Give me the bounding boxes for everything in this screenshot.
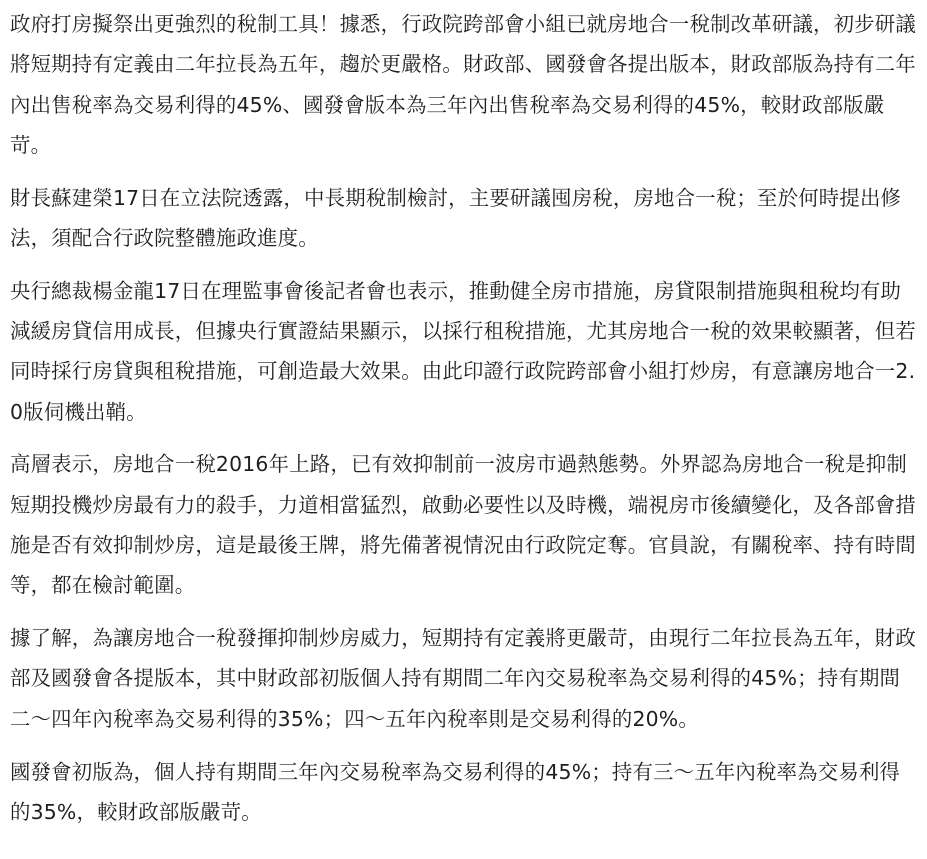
paragraph-6: 國發會初版為，個人持有期間三年內交易稅率為交易利得的45%；持有三～五年內稅率為交易利得的35%，較財政部版嚴苛。	[10, 759, 901, 824]
paragraph-3: 央行總裁楊金龍17日在理監事會後記者會也表示，推動健全房市措施，房貸限制措施與租稅均有助減緩房貸信用成長，但據央行實證結果顯示，以採行租稅措施，尤其房地合一稅的效果較顯著，但若同時採行房貸與租稅措施，可創造最大效果。由此印證行政院跨部會小組打炒房，有意讓房地合一2.0版伺機出鞘。	[10, 278, 916, 424]
paragraph-1: 政府打房擬祭出更強烈的稅制工具！據悉，行政院跨部會小組已就房地合一稅制改革研議，初步研議將短期持有定義由二年拉長為五年，趨於更嚴格。財政部、國發會各提出版本，財政部版為持有二年內出售稅率為交易利得的45%、國發會版本為三年內出售稅率為交易利得的45%，較財政部版嚴苛。	[10, 12, 916, 157]
paragraph-2: 財長蘇建榮17日在立法院透露，中長期稅制檢討，主要研議囤房稅，房地合一稅；至於何時提出修法，須配合行政院整體施政進度。	[10, 185, 902, 250]
paragraph-5: 據了解，為讓房地合一稅發揮抑制炒房威力，短期持有定義將更嚴苛，由現行二年拉長為五年，財政部及國發會各提版本，其中財政部初版個人持有期間二年內交易稅率為交易利得的45%；持有期間二～四年內稅率為交易利得的35%；四～五年內稅率則是交易利得的20%。	[10, 626, 916, 731]
paragraph-4: 高層表示，房地合一稅2016年上路，已有效抑制前一波房市過熱態勢。外界認為房地合一稅是抑制短期投機炒房最有力的殺手，力道相當猛烈，啟動必要性以及時機，端視房市後續變化，及各部會措施是否有效抑制炒房，這是最後王牌，將先備著視情況由行政院定奪。官員說，有關稅率、持有時間等，都在檢討範圍。	[10, 452, 916, 598]
article-body	[10, 4, 920, 832]
